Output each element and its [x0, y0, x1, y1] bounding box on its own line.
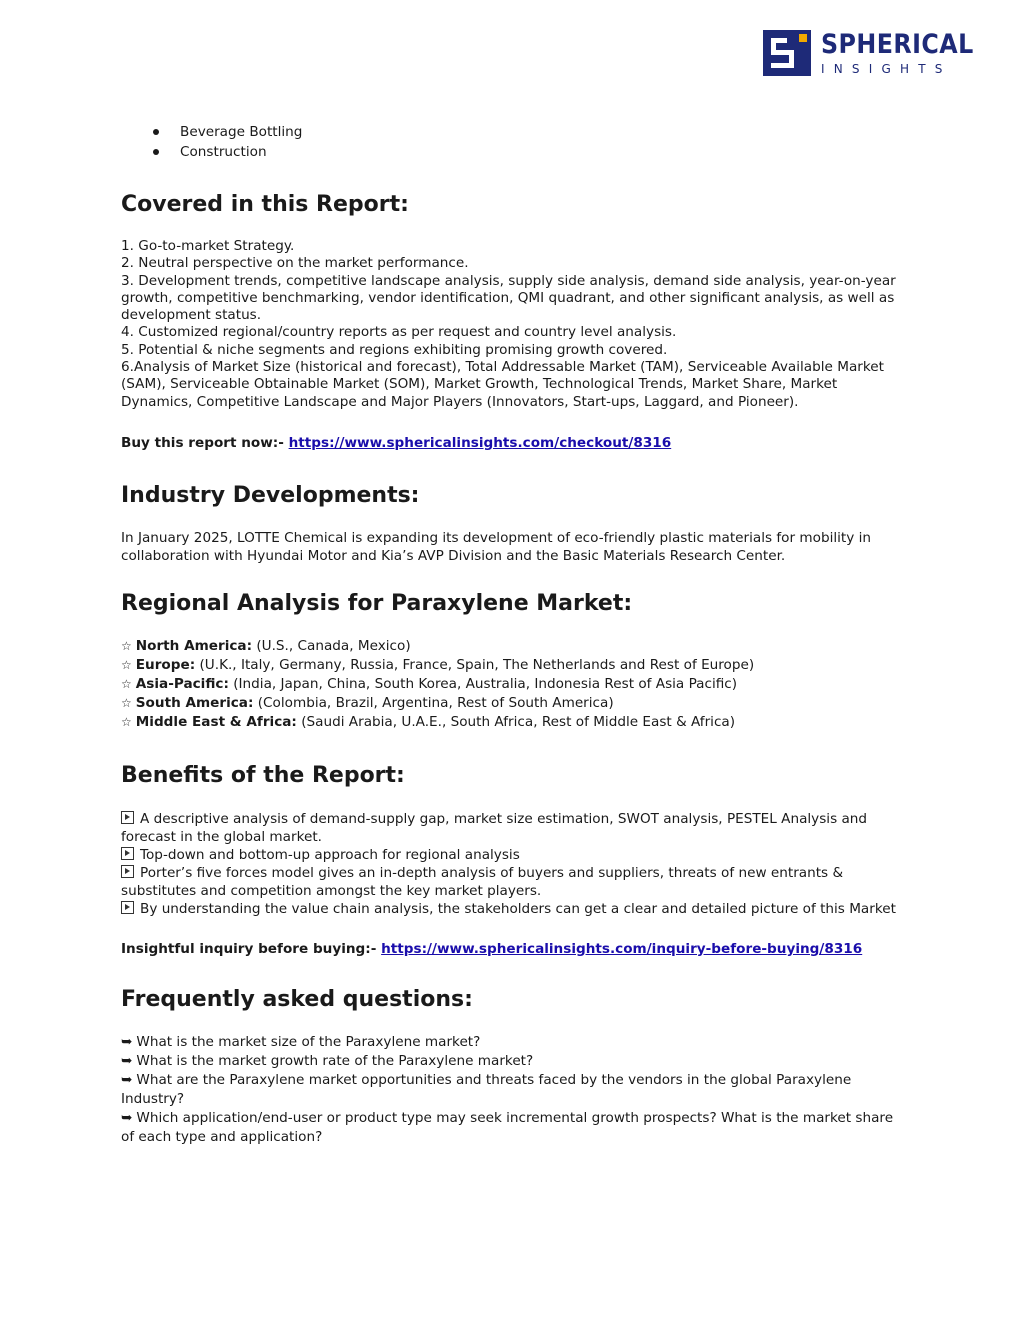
region-item [121, 637, 901, 656]
region-countries: (U.S., Canada, Mexico) [252, 637, 411, 654]
faq-text: What is the market size of the Paraxylene market? [136, 1034, 481, 1051]
faq-item [121, 1033, 901, 1052]
faq-item [121, 1109, 901, 1147]
region-countries: (Colombia, Brazil, Argentina, Rest of South America) [253, 694, 614, 711]
company-logo [763, 30, 995, 76]
fast-forward-box-icon [121, 865, 134, 878]
region-list [121, 637, 901, 732]
benefit-item [121, 864, 901, 900]
logo-title: SPHERICAL [821, 29, 974, 60]
arrow-right-icon: ➥ [121, 1072, 133, 1089]
faq-list [121, 1033, 901, 1147]
region-countries: (India, Japan, China, South Korea, Australia, Indonesia Rest of Asia Pacific) [228, 675, 738, 692]
benefit-item [121, 846, 901, 864]
covered-item: 4. Customized regional/country reports as per request and country level analysis. [121, 324, 677, 341]
industry-heading: Industry Developments: [121, 483, 420, 509]
region-name: South America: [135, 694, 254, 711]
industry-text: In January 2025, LOTTE Chemical is expanding its development of eco-friendly plastic materials for mobility in collaboration with Hyundai Motor and Kia’s AVP Division and the Basic Materials Research Center. [121, 530, 872, 564]
arrow-right-icon: ➥ [121, 1053, 133, 1070]
fast-forward-box-icon [121, 811, 134, 824]
inquiry-label: Insightful inquiry before buying:- [121, 940, 382, 957]
region-item [121, 675, 901, 694]
benefit-item [121, 810, 901, 846]
inquiry-link[interactable]: https://www.sphericalinsights.com/inquiry-before-buying/8316 [381, 940, 863, 957]
region-item [121, 656, 901, 675]
region-name: North America: [135, 637, 253, 654]
inquiry-line [121, 941, 901, 958]
faq-heading: Frequently asked questions: [121, 987, 473, 1013]
star-icon: ☆ [121, 695, 132, 710]
covered-item: 1. Go-to-market Strategy. [121, 238, 295, 254]
faq-text: Which application/end-user or product type may seek incremental growth prospects? What is the market share of each type and application? [121, 1110, 894, 1146]
faq-item [121, 1071, 901, 1109]
covered-item: 5. Potential & niche segments and regions exhibiting promising growth covered. [121, 341, 668, 358]
benefit-text: By understanding the value chain analysis, the stakeholders can get a clear and detailed picture of this Market [140, 900, 896, 917]
regional-heading: Regional Analysis for Paraxylene Market: [121, 590, 633, 616]
faq-text: What is the market growth rate of the Paraxylene market? [136, 1053, 534, 1070]
benefit-text: A descriptive analysis of demand-supply gap, market size estimation, SWOT analysis, PESTEL Analysis and forecast in the global market. [121, 810, 868, 845]
star-icon: ☆ [121, 714, 132, 729]
benefit-text: Porter’s five forces model gives an in-depth analysis of buyers and suppliers, threats of new entrants & substitutes and competition amongst the key market players. [121, 864, 844, 899]
star-icon: ☆ [121, 657, 132, 672]
arrow-right-icon: ➥ [121, 1034, 133, 1051]
list-item: Beverage Bottling [121, 122, 901, 142]
benefit-text: Top-down and bottom-up approach for regional analysis [140, 846, 520, 863]
list-item: Construction [121, 142, 901, 162]
document-body [121, 122, 901, 1147]
arrow-right-icon: ➥ [121, 1110, 133, 1127]
covered-heading: Covered in this Report: [121, 192, 409, 217]
logo-subtitle: INSIGHTS [821, 62, 952, 76]
star-icon: ☆ [121, 676, 132, 691]
application-list [121, 122, 901, 162]
region-item [121, 713, 901, 732]
region-countries: (Saudi Arabia, U.A.E., South Africa, Rest of Middle East & Africa) [296, 713, 736, 730]
faq-item [121, 1052, 901, 1071]
fast-forward-box-icon [121, 847, 134, 860]
spherical-insights-logo-icon [763, 30, 811, 76]
buy-line [121, 435, 901, 452]
covered-list [121, 238, 901, 411]
fast-forward-box-icon [121, 901, 134, 914]
covered-item: 3. Development trends, competitive landscape analysis, supply side analysis, demand side analysis, year-on-year growth, competitive benchmarking, vendor identification, QMI quadrant, and other significant analysis, as well as development status. [121, 272, 896, 324]
star-icon: ☆ [121, 638, 132, 653]
region-name: Asia-Pacific: [135, 675, 229, 692]
buy-link[interactable]: https://www.sphericalinsights.com/checkout/8316 [288, 434, 672, 451]
region-item [121, 694, 901, 713]
faq-text: What are the Paraxylene market opportunities and threats faced by the vendors in the global Paraxylene Industry? [121, 1072, 852, 1108]
benefits-list [121, 810, 901, 918]
benefit-item [121, 900, 901, 918]
region-countries: (U.K., Italy, Germany, Russia, France, Spain, The Netherlands and Rest of Europe) [195, 656, 755, 673]
benefits-heading: Benefits of the Report: [121, 762, 405, 788]
covered-item: 6.Analysis of Market Size (historical and forecast), Total Addressable Market (TAM), Serviceable Available Market (SAM), Serviceable Obtainable Market (SOM), Market Growth, Technological Trends, Market Share, Market Dynamics, Competitive Landscape and Major Players (Innovators, Start-ups, Laggard, and Pioneer). [121, 359, 884, 410]
region-name: Europe: [135, 656, 196, 673]
buy-label: Buy this report now:- [121, 434, 289, 451]
covered-item: 2. Neutral perspective on the market performance. [121, 255, 469, 272]
region-name: Middle East & Africa: [135, 713, 297, 730]
